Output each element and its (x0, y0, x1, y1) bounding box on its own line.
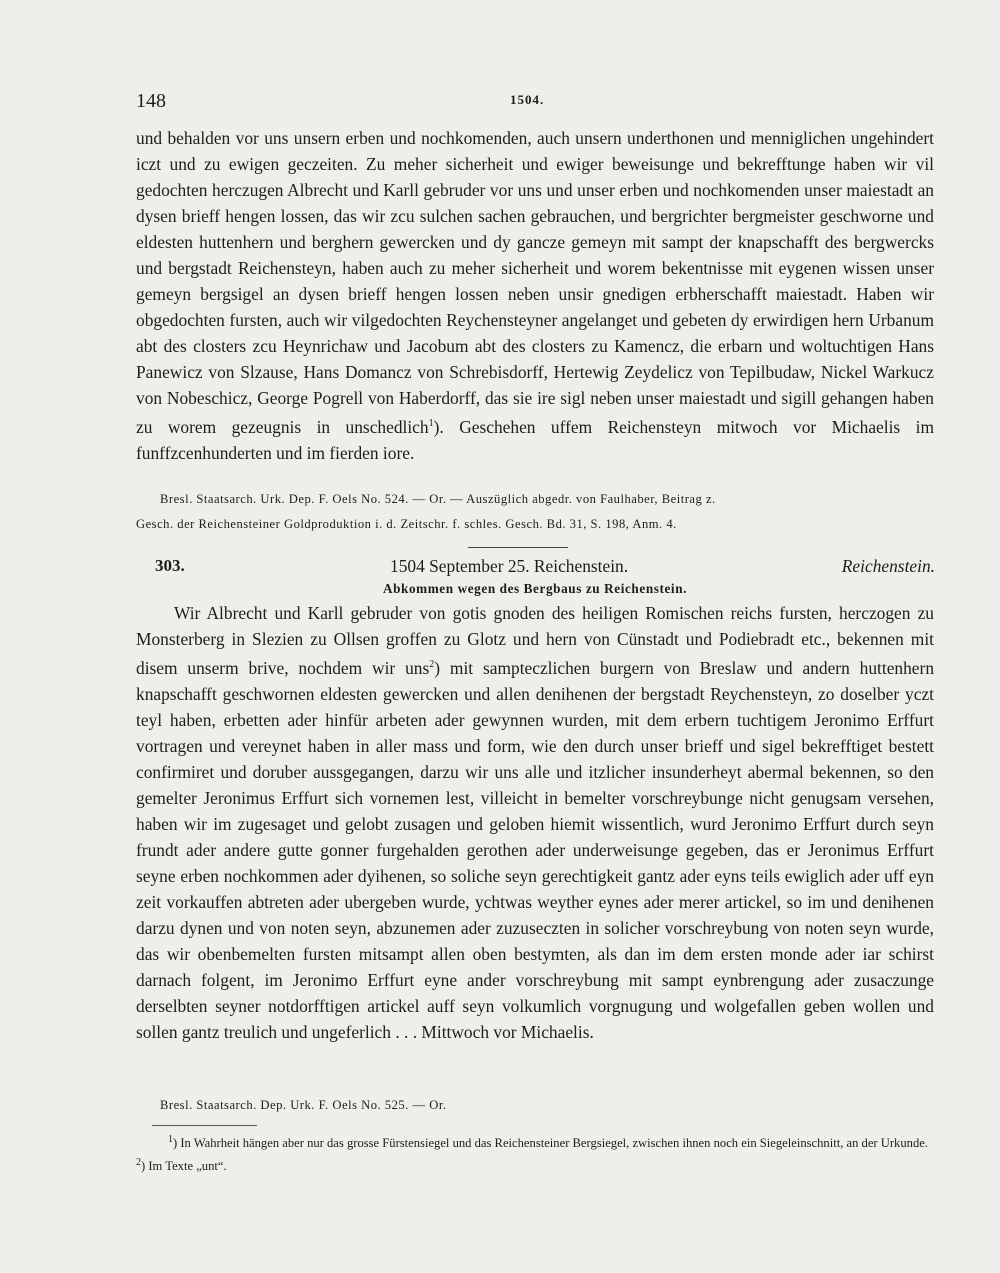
document-title: Abkommen wegen des Bergbaus zu Reichenstein. (382, 581, 688, 596)
paragraph-text: und behalden vor uns unsern erben und nochkomenden, auch unsern underthonen und menniglichen ungehindert iczt und zu ewigen geczeiten. Zu meher sicherheit und ewiger beweisunge und bekrefftunge haben wir vil gedochten herczugen Albrecht und Karll gebruder vor uns und unser erben und nochkomenden unser maiestadt an dysen brieff hengen lossen, das wir zcu sulchen sachen gebrauchen, und bergrichter bergmeister geschworne und eldesten huttenhern und berghern gewercken und dy gancze gemeyn mit sampt der knapschafft des bergwercks und bergstadt Reichensteyn, haben auch zu meher sicherheit und worem bekentnisse mit eygenen wissen unser gemeyn bergsigel an dysen brieff hengen lossen neben unsir gnedigen erbherschafft maiestadt. Haben wir obgedochten fursten, auch wir vilgedochten Reychensteyner angelanget und gebeten dy erwirdigen hern Urbanum abt des closters zcu Heynrichaw und Jacobum abt des closters zu Kamencz, die erbarn und woltuchtigen Hans Panewicz von Slzause, Hans Domancz von Schrebisdorff, Hertewig Zeydelicz von Tepilbudaw, Nickel Warkucz von Nobeschicz, George Pogrell von Haberdorff, das sie ire sigl neben unser maiestadt und sigill gehangen haben zu worem gezeugnis in unschedlich (136, 128, 934, 437)
footnotes (136, 1130, 934, 1176)
footnotes-text (136, 1130, 934, 1176)
paragraph-text-end: ). Geschehen uffem Reichensteyn mitwoch vor Michaelis im funffzcenhunderten und im fierden iore. (136, 416, 934, 463)
document-text (136, 600, 934, 1045)
source-line-2: Gesch. der Reichensteiner Goldproduktion i. d. Zeitschr. f. schles. Gesch. Bd. 31, S. 198, Anm. 4. (136, 517, 677, 531)
previous-document-paragraph (136, 125, 934, 466)
previous-document-source (160, 488, 934, 510)
source-line-1: Bresl. Staatsarch. Urk. Dep. F. Oels No. 524. — Or. — Auszüglich abgedr. von Faulhaber, Beitrag z. (160, 492, 716, 506)
footnote-divider (152, 1125, 257, 1126)
running-year: 1504. (510, 92, 545, 107)
previous-document-text (136, 125, 934, 466)
source-line: Bresl. Staatsarch. Dep. Urk. F. Oels No. 525. — Or. (160, 1098, 447, 1112)
footnote-ref-1: 1 (428, 418, 434, 429)
paragraph-text-start: Wir Albrecht und Karll gebruder von gotis gnoden des heiligen Romischen reichs fursten, herczogen zu Monsterberg in Slezien zu Ollsen groffen zu Glotz und hern von Cünstadt und Podiebradt etc., bekennen mit disem unserm brive, nochdem wir uns (136, 603, 934, 678)
footnote-mark-2: 2 (136, 1157, 141, 1169)
previous-document-source-cont (136, 513, 934, 535)
page-number: 148 (136, 90, 166, 112)
document-source (160, 1094, 934, 1116)
document-paragraph (136, 600, 934, 1045)
footnote-mark-1: 1 (168, 1134, 173, 1145)
footnote-1: ) In Wahrheit hängen aber nur das grosse Fürstensiegel und das Reichensteiner Bergsiegel, zwischen ihnen noch ein Siegeleinschnitt, an der Urkunde. (173, 1136, 928, 1151)
running-head (136, 90, 936, 114)
footnote-2: ) Im Texte „unt“. (141, 1159, 227, 1174)
document-date: 1504 September 25. Reichenstein. (390, 556, 629, 576)
document-heading (155, 556, 935, 582)
document-place: Reichenstein. (841, 556, 935, 576)
document-number: 303. (155, 556, 185, 575)
footnote-ref-2: 2 (429, 659, 435, 670)
paragraph-text: ) mit sampteczlichen burgern von Breslaw und andern huttenhern knapschafft geschwornen eldesten gewercken und allen denihenen der bergstadt Reychensteyn, zo doselber yczt teyl haben, erbetten ader hinfür arbeten ader gewynnen wurden, mit dem erbern tuchtigem Jeronimo Erffurt vortragen und vereynet haben in aller mass und form, wie den durch unser brieff und sigel bekrefftiget bestett confirmiret und doruber aussgegangen, darzu wir uns alle und itzlicher insunderheyt abermal bekennen, so den gemelter Jeronimus Erffurt sich vornemen lest, villeicht in bemelter vorschreybunge nicht genugsam versehen, haben wir im zugesaget und gelobt zusagen und geloben hiemit wissentlich, wurd Jeronimo Erffurt durch seyn frundt ader andere gutte gonner furgehalden gerothen ader underweisunge gegeben, das er Jeronimus Erffurt seyne erben nochkommen ader dyihenen, so soliche seyn gerechtigkeit gantz ader eyns teils ewiglich ader uff eyn zeit vorkauffen abtreten ader ubergeben wurde, ychtwas weyther eynes ader merer artickel, so im und denihenen darzu dynen und von noten seyn, abzunemen ader zuzuseczten in solicher vorschreybung von noten seyn wurde, das wir obenbemelten fursten mitsampt allen oben bestymten, als dan im dem ersten monde ader iar schirst darnach folgent, im Jeronimo Erffurt eyne ander vorschreybung mit sampt eynbrengung ader zusaczunge derselbten seyner notdorfftigen artickel auff seyn volkumlich vorgnugung und wolgefallen geben wollen und sollen gantz treulich und ungeferlich . . . Mittwoch vor Michaelis. (136, 657, 935, 1042)
section-divider (468, 547, 568, 548)
